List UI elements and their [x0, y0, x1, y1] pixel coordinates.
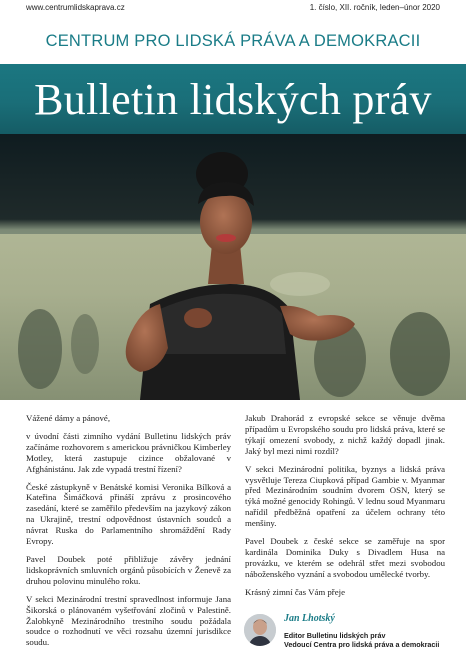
organization-name: CENTRUM PRO LIDSKÁ PRÁVA A DEMOKRACII [45, 32, 421, 50]
right-paragraph-1: Jakub Drahorád z evropské sekce se věnuje dvěma případům u Evropského soudu pro lidská práva, které se týkají omezení svobody, z nichž každý dopadl jinak. Jaký byl mezi nimi rozdíl? [245, 413, 445, 456]
closing-line: Krásný zimní čas Vám přeje [245, 586, 345, 597]
right-paragraph-2: V sekci Mezinárodní politika, byznys a lidská práva vysvětluje Tereza Ciupková případ Gambie v. Myanmar před Mezinárodním soudním dvorem OSN, který se týká možné genocidy Rohingů. V lednu soud Myanmaru nařídil předběžná opatření za účelem ochrany této menšiny. [245, 463, 445, 529]
top-line [0, 0, 466, 16]
signature-name: Jan Lhotský [284, 613, 335, 624]
signature-role-editor: Editor Bulletinu lidských práv [284, 631, 386, 640]
right-column [245, 413, 445, 603]
right-paragraph-3: Pavel Doubek z české sekce se zaměřuje na spor kardinála Dominika Duky s Divadlem Husa na provázku, ve kterém se odehrál střet mezi svobodou náboženského vyznání a svobodou umělecké tvorby. [245, 536, 445, 579]
title-banner [0, 64, 466, 134]
left-column [26, 413, 231, 655]
left-paragraph-4: V sekci Mezinárodní trestní spravedlnost informuje Jana Šikorská o plánovaném vyšetřování zločinů v Palestině. Žalobkyně Mezinárodního trestního soudu požádala soudce o rozhodnutí ve věci rozsahu územní jurisdikce soudu. [26, 593, 231, 648]
speaker-photo-illustration [0, 134, 466, 400]
left-paragraph-2: České zástupkyně v Benátské komisi Veronika Bílková a Kateřina Šimáčková přináší zprávu z prosincového zasedání, které se zaměřilo především na jazykový zákon na Ukrajině, trestní odpovědnost ústavních soudců a návrat Ruska do Parlamentního shromáždění Rady Evropy. [26, 481, 231, 547]
left-paragraph-1: v úvodní části zimního vydání Bulletinu lidských práv začínáme rozhovorem s americkou právničkou Kimberley Motley, která zastupuje cizince obžalované v Afghánistánu. Jak zde vypadá trestní řízení? [26, 430, 231, 474]
avatar [244, 614, 276, 646]
signature-block [244, 612, 454, 652]
bulletin-title: Bulletin lidských práv [34, 75, 432, 124]
left-paragraph-3: Pavel Doubek poté přibližuje závěry jednání lidskoprávních smluvních orgánů působících v Ženevě za druhou polovinu minulého roku. [26, 553, 231, 586]
editor-avatar-icon [244, 614, 276, 646]
greeting: Vážené dámy a pánové, [26, 413, 111, 423]
issue-info: 1. číslo, XII. ročník, leden–únor 2020 [309, 3, 440, 12]
website-url[interactable]: www.centrumlidskaprava.cz [26, 3, 125, 12]
signature-role-head: Vedoucí Centra pro lidská práva a demokracii [284, 640, 440, 649]
speaker-photo [0, 134, 466, 400]
